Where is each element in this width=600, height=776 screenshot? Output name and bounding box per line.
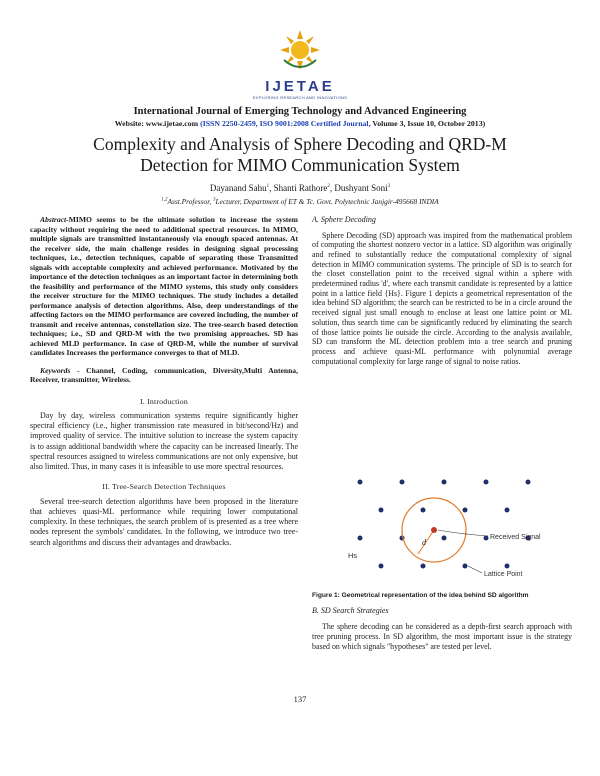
author-sup: 3 — [387, 184, 391, 189]
lattice-point — [484, 480, 489, 485]
paper-affiliation — [0, 197, 600, 206]
radius-line — [418, 530, 434, 554]
label-hs: Hs — [348, 551, 358, 560]
right-column-lower — [312, 606, 572, 652]
lattice-point — [421, 508, 426, 513]
intro-text: Day by day, wireless communication systems require significantly higher spectral efficiency (i.e., higher transmission rate measured in bit/second/Hz) and improved quality of service. The intuitive solution to increase the system capacity is to assign additional bandwidth where the capacity can be increased linearly. The spectral resources assigned to wireless communications are not only expensive, but also limited. Thus, in many cases it is infeasible to use more spectral resources. — [30, 411, 298, 472]
lattice-point — [526, 480, 531, 485]
intro-heading: I. Introduction — [139, 396, 189, 406]
author-sup: 1 — [266, 184, 270, 189]
affiliation-sup: 1,2 — [161, 197, 168, 203]
lattice-point — [505, 564, 510, 569]
right-column — [312, 215, 572, 366]
paper-title — [0, 134, 600, 176]
lattice-points — [358, 480, 531, 569]
abstract — [30, 215, 298, 358]
lattice-point — [442, 536, 447, 541]
lattice-point — [505, 508, 510, 513]
journal-website-line — [0, 119, 600, 128]
affiliation-text: Lecturer, Department of ET & Tc. Govt. Polytechnic Janjgir-495668 INDIA — [215, 197, 439, 206]
received-signal-point — [431, 527, 437, 533]
abstract-text: MIMO seems to be the ultimate solution to increase the system capacity without requiring the need to additional spectral resources. In MIMO, multiple signals are transmitted instantaneously via enough spaced antennas. At the receiver side, the main challenge resides in designing signal processing techniques, i.e., detection techniques, capable of separating those Transmitted signals with acceptable complexity and achieved performance. Motivated by the importance of the detection techniques as an important factor in determining both the feasibility and performance of the MIMO systems, this study only considers the receiver structure for the MIMO techniques. The study includes a detailed performance analysis of detection algorithms. Also, deep understandings of the affecting factors on the MIMO performance are covered including, the number of transmit and receive antennas, constellation size. The tree-search based detection techniques; i.e., SD and QRD-M with the two promising approaches. SD has achieved MLD performance. In case of QRD-M, while the number of survival candidates Increases the performance converges to that of MLD. — [30, 215, 298, 357]
paper-title-line1: Complexity and Analysis of Sphere Decoding and QRD-M — [93, 134, 507, 154]
sd-strategies-text: The sphere decoding can be considered as a depth-first search approach with tree pruning process. In SD algorithm, the most important issue is the strategy based on which signals "hypotheses" are tested per level. — [312, 621, 572, 651]
tree-search-heading: II. Tree-Search Detection Techniques — [102, 482, 226, 492]
lattice-point — [358, 480, 363, 485]
author-name: Dayanand Sahu — [209, 183, 267, 193]
figure-sd-diagram — [330, 470, 570, 580]
tree-search-text: Several tree-search detection algorithms have been proposed in the literature that achieves quasi-ML performance while requiring lower computational complexity. In these techniques, the search problem of is presented as a tree where nodes represent the symbols' candidates. In the following, we introduce two tree-search algorithms and discuss their advantages and drawbacks. — [30, 496, 298, 547]
abstract-label: Abstract- — [40, 215, 69, 224]
received-signal-pointer — [438, 530, 488, 536]
lattice-point — [400, 480, 405, 485]
keywords-text: - Channel, Coding, communication, Diversity,Multi Antenna, Receiver, transmitter, Wireless. — [30, 365, 298, 384]
affiliation-text: Asst.Professor, — [167, 197, 213, 206]
keywords — [30, 366, 298, 385]
lattice-point-pointer — [468, 566, 482, 573]
journal-website[interactable]: Website: www.ijetae.com — [114, 119, 199, 128]
paper-title-line2: Detection for MIMO Communication System — [140, 155, 460, 175]
paper-authors: Dayanand Sahu$^1$, Shanti Rathore$^2$, Dushyant Soni$^3$ — [209, 183, 391, 193]
page-number: 137 — [293, 694, 307, 704]
lattice-point — [421, 564, 426, 569]
sd-heading: A. Sphere Decoding — [312, 215, 376, 224]
author-sup: 2 — [327, 184, 330, 189]
lattice-point — [463, 564, 468, 569]
lattice-point — [463, 508, 468, 513]
journal-name: International Journal of Emerging Technology and Advanced Engineering — [133, 106, 467, 117]
lattice-point — [358, 536, 363, 541]
author-name: Dushyant Soni — [334, 183, 388, 193]
sd-text: Sphere Decoding (SD) approach was inspired from the mathematical problem of computing the shortest nonzero vector in a lattice. SD algorithm was originally and refined to substantially reduce the computational complexity of signal detection in MIMO communication systems. The principle of SD is to search for the closet constellation point to the received signal within a sphere with predetermined radius 'd', where each transmit candidate is represented by a lattice point in a lattice field {Hs}. Figure 1 depicts a geometrical representation of the idea behind SD algorithm; the search can be restricted to be in a circle around the received signal just small enough to enclose at least one lattice point or ML solution, thus search time can be significantly reduced by eliminating the search of those lattice points lie outside the circle. According to the analysis available, SD can transform the ML detection problem into a tree search and pruning process and achieve quasi-ML performance with polynomial average computational complexity for large range of signal to noise ratios. — [312, 230, 572, 366]
keywords-label: Keywords — [40, 365, 71, 375]
label-d: d — [422, 538, 426, 547]
logo-name: IJETAE — [265, 78, 335, 95]
lattice-point — [379, 508, 384, 513]
lattice-point — [442, 480, 447, 485]
left-column — [30, 215, 298, 548]
sd-strategies-heading: B. SD Search Strategies — [312, 606, 389, 615]
lattice-point — [379, 564, 384, 569]
author-name: Shanti Rathore — [273, 183, 328, 193]
journal-issn: (ISSN 2250-2459, ISO 9001:2008 Certified Journal, — [200, 119, 371, 128]
figure-caption: Figure 1: Geometrical representation of the idea behind SD algorithm — [312, 592, 529, 599]
logo-tagline: EXPLORING RESEARCH AND INNOVATIONS — [252, 95, 348, 100]
label-received-signal: Received Signal — [490, 534, 541, 541]
affiliation-sup: 3 — [212, 197, 216, 203]
label-lattice-point: Lattice Point — [484, 571, 523, 578]
journal-volume: Volume 3, Issue 10, October 2013) — [370, 119, 486, 128]
